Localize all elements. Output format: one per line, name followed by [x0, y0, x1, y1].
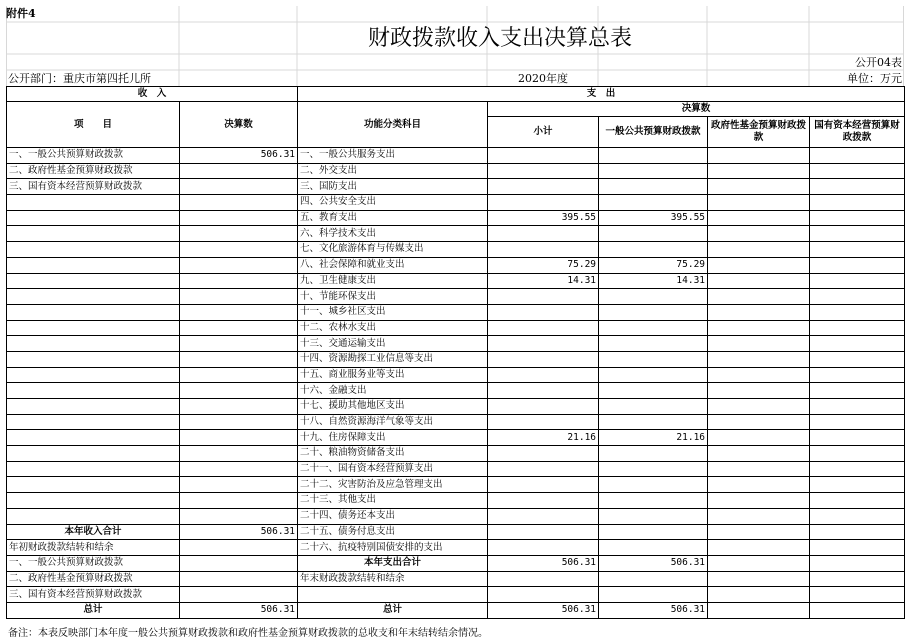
income-amount-cell: [180, 242, 298, 258]
gov-fund-cell: [708, 195, 810, 211]
income-header: 收 入: [7, 87, 298, 102]
table-row: [7, 179, 905, 195]
income-item-cell: [7, 210, 180, 226]
state-capital-cell: [810, 383, 905, 399]
state-capital-cell: [810, 493, 905, 509]
state-capital-cell: [810, 273, 905, 289]
state-capital-header: 国有资本经营预算财政拨款: [810, 117, 905, 148]
table-row: [7, 320, 905, 336]
expense-subject-cell: 一、一般公共服务支出: [298, 148, 488, 164]
gov-fund-header: 政府性基金预算财政拨款: [708, 117, 810, 148]
expense-subject-cell: 二十三、其他支出: [298, 493, 488, 509]
income-item-cell: 年初财政拨款结转和结余: [7, 540, 180, 556]
income-amount-cell: [180, 383, 298, 399]
income-amount-cell: [180, 446, 298, 462]
table-row: [7, 587, 905, 603]
gov-fund-cell: [708, 399, 810, 415]
table-row: [7, 273, 905, 289]
gov-fund-cell: [708, 461, 810, 477]
subtotal-cell: [488, 367, 599, 383]
table-row: [7, 524, 905, 540]
state-capital-cell: [810, 289, 905, 305]
income-item-cell: [7, 399, 180, 415]
gov-fund-cell: [708, 179, 810, 195]
subtotal-cell: [488, 242, 599, 258]
subtotal-cell: [488, 304, 599, 320]
gov-fund-cell: [708, 304, 810, 320]
gov-fund-cell: [708, 524, 810, 540]
general-budget-cell: [599, 524, 708, 540]
income-item-cell: [7, 242, 180, 258]
gov-fund-cell: [708, 336, 810, 352]
income-amount-cell: [180, 304, 298, 320]
subtotal-cell: [488, 477, 599, 493]
general-budget-cell: [599, 477, 708, 493]
subtotal-cell: 506.31: [488, 555, 599, 571]
expense-subject-cell: 十四、资源勘探工业信息等支出: [298, 351, 488, 367]
table-row: [7, 163, 905, 179]
general-budget-cell: [599, 493, 708, 509]
income-amount-cell: 506.31: [180, 524, 298, 540]
expense-subject-cell: 十六、金融支出: [298, 383, 488, 399]
state-capital-cell: [810, 430, 905, 446]
state-capital-cell: [810, 367, 905, 383]
income-item-cell: [7, 226, 180, 242]
income-amount-cell: [180, 226, 298, 242]
general-budget-cell: [599, 383, 708, 399]
state-capital-cell: [810, 163, 905, 179]
general-budget-cell: 506.31: [599, 602, 708, 618]
gov-fund-cell: [708, 273, 810, 289]
table-row: [7, 336, 905, 352]
general-budget-cell: [599, 195, 708, 211]
expense-header: 支 出: [298, 87, 905, 102]
expense-subject-cell: 十一、城乡社区支出: [298, 304, 488, 320]
attachment-label: 附件4: [6, 7, 36, 20]
expense-subject-cell: 本年支出合计: [298, 555, 488, 571]
general-budget-cell: [599, 179, 708, 195]
expense-subject-cell: 十八、自然资源海洋气象等支出: [298, 414, 488, 430]
general-budget-cell: [599, 320, 708, 336]
income-item-cell: 三、国有资本经营预算财政拨款: [7, 179, 180, 195]
expense-subject-cell: 二十、粮油物资储备支出: [298, 446, 488, 462]
state-capital-cell: [810, 571, 905, 587]
state-capital-cell: [810, 524, 905, 540]
table-row: [7, 195, 905, 211]
state-capital-cell: [810, 242, 905, 258]
unit-label: 单位：万元: [847, 72, 902, 85]
income-item-cell: 二、政府性基金预算财政拨款: [7, 163, 180, 179]
general-budget-cell: 21.16: [599, 430, 708, 446]
state-capital-cell: [810, 461, 905, 477]
table-row: [7, 210, 905, 226]
gov-fund-cell: [708, 430, 810, 446]
subtotal-cell: [488, 195, 599, 211]
expense-subject-cell: 十七、援助其他地区支出: [298, 399, 488, 415]
table-row: [7, 461, 905, 477]
income-item-cell: [7, 446, 180, 462]
state-capital-cell: [810, 320, 905, 336]
gov-fund-cell: [708, 602, 810, 618]
general-budget-cell: [599, 336, 708, 352]
subtotal-cell: [488, 446, 599, 462]
gov-fund-cell: [708, 367, 810, 383]
general-budget-cell: [599, 289, 708, 305]
income-amount-cell: [180, 210, 298, 226]
income-item-cell: [7, 195, 180, 211]
table-row: [7, 571, 905, 587]
general-budget-cell: [599, 163, 708, 179]
table-row: [7, 242, 905, 258]
gov-fund-cell: [708, 163, 810, 179]
income-amount-cell: [180, 163, 298, 179]
subtotal-cell: [488, 336, 599, 352]
income-amount-cell: [180, 587, 298, 603]
item-header: 项 目: [7, 102, 180, 148]
general-budget-cell: [599, 226, 708, 242]
general-budget-cell: [599, 367, 708, 383]
income-item-cell: 二、政府性基金预算财政拨款: [7, 571, 180, 587]
state-capital-cell: [810, 414, 905, 430]
subtotal-cell: [488, 226, 599, 242]
gov-fund-cell: [708, 148, 810, 164]
expense-subject-cell: 十二、农林水支出: [298, 320, 488, 336]
gov-fund-cell: [708, 540, 810, 556]
general-budget-cell: [599, 414, 708, 430]
gov-fund-cell: [708, 493, 810, 509]
expense-subject-cell: 二十六、抗疫特别国债安排的支出: [298, 540, 488, 556]
expense-subject-cell: [298, 587, 488, 603]
state-capital-cell: [810, 351, 905, 367]
subtotal-cell: [488, 320, 599, 336]
table-row: [7, 351, 905, 367]
fiscal-year: 2020年度: [518, 72, 568, 85]
income-amount-cell: [180, 273, 298, 289]
department-label: 公开部门：重庆市第四托儿所: [8, 72, 151, 85]
income-item-cell: [7, 493, 180, 509]
gov-fund-cell: [708, 446, 810, 462]
table-row: [7, 304, 905, 320]
income-amount-cell: [180, 399, 298, 415]
income-item-cell: [7, 289, 180, 305]
expense-subject-cell: 六、科学技术支出: [298, 226, 488, 242]
general-budget-cell: [599, 399, 708, 415]
income-item-cell: [7, 508, 180, 524]
expense-subject-cell: 十三、交通运输支出: [298, 336, 488, 352]
expense-subject-cell: 十、节能环保支出: [298, 289, 488, 305]
page-title: 财政拨款收入支出决算总表: [367, 26, 632, 51]
expense-subject-cell: 总计: [298, 602, 488, 618]
expense-subject-cell: 五、教育支出: [298, 210, 488, 226]
expense-subject-cell: 二十五、债务付息支出: [298, 524, 488, 540]
subtotal-cell: [488, 508, 599, 524]
state-capital-cell: [810, 336, 905, 352]
income-amount-cell: [180, 351, 298, 367]
income-amount-cell: 506.31: [180, 148, 298, 164]
general-budget-cell: [599, 540, 708, 556]
income-amount-cell: [180, 195, 298, 211]
income-amount-cell: [180, 461, 298, 477]
income-item-cell: [7, 461, 180, 477]
state-capital-cell: [810, 304, 905, 320]
general-budget-cell: [599, 304, 708, 320]
table-row: [7, 493, 905, 509]
state-capital-cell: [810, 555, 905, 571]
gov-fund-cell: [708, 508, 810, 524]
income-item-cell: [7, 336, 180, 352]
gov-fund-cell: [708, 289, 810, 305]
general-budget-cell: 506.31: [599, 555, 708, 571]
table-row: [7, 383, 905, 399]
state-capital-cell: [810, 399, 905, 415]
expense-subject-cell: 十五、商业服务业等支出: [298, 367, 488, 383]
income-item-cell: [7, 383, 180, 399]
table-row: [7, 399, 905, 415]
state-capital-cell: [810, 602, 905, 618]
subtotal-cell: [488, 351, 599, 367]
expense-subject-cell: 十九、住房保障支出: [298, 430, 488, 446]
gov-fund-cell: [708, 320, 810, 336]
subtotal-cell: [488, 163, 599, 179]
table-row: [7, 289, 905, 305]
table-row: [7, 555, 905, 571]
income-item-cell: [7, 367, 180, 383]
general-budget-cell: [599, 587, 708, 603]
form-code: 公开04表: [855, 56, 902, 69]
income-amount-cell: [180, 367, 298, 383]
state-capital-cell: [810, 587, 905, 603]
final-amount-group-header: 决算数: [488, 102, 905, 117]
income-item-cell: 三、国有资本经营预算财政拨款: [7, 587, 180, 603]
income-item-cell: [7, 320, 180, 336]
table-row: [7, 414, 905, 430]
table-row: [7, 257, 905, 273]
table-row: [7, 540, 905, 556]
table-row: [7, 602, 905, 618]
gov-fund-cell: [708, 383, 810, 399]
general-budget-cell: [599, 508, 708, 524]
general-budget-cell: 75.29: [599, 257, 708, 273]
income-amount-cell: [180, 414, 298, 430]
income-item-cell: [7, 273, 180, 289]
table-row: [7, 226, 905, 242]
state-capital-cell: [810, 148, 905, 164]
state-capital-cell: [810, 477, 905, 493]
gov-fund-cell: [708, 555, 810, 571]
general-budget-cell: [599, 242, 708, 258]
income-amount-cell: [180, 493, 298, 509]
general-budget-cell: 395.55: [599, 210, 708, 226]
general-budget-cell: 14.31: [599, 273, 708, 289]
income-item-cell: [7, 430, 180, 446]
final-amount-header: 决算数: [180, 102, 298, 148]
state-capital-cell: [810, 540, 905, 556]
state-capital-cell: [810, 179, 905, 195]
expense-subject-cell: 三、国防支出: [298, 179, 488, 195]
table-row: [7, 508, 905, 524]
expense-subject-cell: 二十一、国有资本经营预算支出: [298, 461, 488, 477]
gov-fund-cell: [708, 257, 810, 273]
general-budget-cell: [599, 461, 708, 477]
subtotal-cell: [488, 493, 599, 509]
table-row: [7, 148, 905, 164]
subtotal-cell: 395.55: [488, 210, 599, 226]
subtotal-cell: [488, 540, 599, 556]
state-capital-cell: [810, 508, 905, 524]
gov-fund-cell: [708, 351, 810, 367]
subtotal-cell: [488, 524, 599, 540]
general-budget-cell: [599, 351, 708, 367]
income-amount-cell: [180, 289, 298, 305]
subtotal-cell: [488, 571, 599, 587]
subtotal-cell: [488, 148, 599, 164]
state-capital-cell: [810, 195, 905, 211]
expense-subject-cell: 二十二、灾害防治及应急管理支出: [298, 477, 488, 493]
expense-subject-cell: 二十四、债务还本支出: [298, 508, 488, 524]
income-item-cell: [7, 477, 180, 493]
subtotal-cell: 75.29: [488, 257, 599, 273]
gov-fund-cell: [708, 414, 810, 430]
budget-table: [6, 86, 905, 619]
income-item-cell: [7, 304, 180, 320]
income-item-cell: 一、一般公共预算财政拨款: [7, 555, 180, 571]
subtotal-cell: [488, 289, 599, 305]
income-item-cell: 一、一般公共预算财政拨款: [7, 148, 180, 164]
function-subject-header: 功能分类科目: [298, 102, 488, 148]
subtotal-cell: [488, 399, 599, 415]
state-capital-cell: [810, 446, 905, 462]
income-item-cell: 总计: [7, 602, 180, 618]
income-item-cell: 本年收入合计: [7, 524, 180, 540]
income-amount-cell: [180, 555, 298, 571]
income-amount-cell: 506.31: [180, 602, 298, 618]
income-amount-cell: [180, 430, 298, 446]
table-row: [7, 446, 905, 462]
income-amount-cell: [180, 540, 298, 556]
table-row: [7, 367, 905, 383]
income-amount-cell: [180, 257, 298, 273]
subtotal-cell: [488, 179, 599, 195]
expense-subject-cell: 九、卫生健康支出: [298, 273, 488, 289]
subtotal-cell: [488, 461, 599, 477]
expense-subject-cell: 年末财政拨款结转和结余: [298, 571, 488, 587]
state-capital-cell: [810, 257, 905, 273]
gov-fund-cell: [708, 587, 810, 603]
income-amount-cell: [180, 179, 298, 195]
subtotal-cell: [488, 414, 599, 430]
subtotal-cell: [488, 587, 599, 603]
subtotal-cell: 21.16: [488, 430, 599, 446]
gov-fund-cell: [708, 226, 810, 242]
state-capital-cell: [810, 226, 905, 242]
general-budget-cell: [599, 446, 708, 462]
general-budget-cell: [599, 148, 708, 164]
footnote: 备注：本表反映部门本年度一般公共预算财政拨款和政府性基金预算财政拨款的总收支和年末结转结余情况。: [8, 628, 488, 639]
general-budget-cell: [599, 571, 708, 587]
subtotal-cell: 14.31: [488, 273, 599, 289]
income-item-cell: [7, 414, 180, 430]
subtotal-cell: [488, 383, 599, 399]
expense-subject-cell: 七、文化旅游体育与传媒支出: [298, 242, 488, 258]
gov-fund-cell: [708, 477, 810, 493]
income-amount-cell: [180, 508, 298, 524]
income-item-cell: [7, 257, 180, 273]
gov-fund-cell: [708, 571, 810, 587]
state-capital-cell: [810, 210, 905, 226]
income-amount-cell: [180, 477, 298, 493]
general-budget-header: 一般公共预算财政拨款: [599, 117, 708, 148]
gov-fund-cell: [708, 242, 810, 258]
gov-fund-cell: [708, 210, 810, 226]
income-item-cell: [7, 351, 180, 367]
income-amount-cell: [180, 336, 298, 352]
expense-subject-cell: 四、公共安全支出: [298, 195, 488, 211]
table-row: [7, 430, 905, 446]
subtotal-cell: 506.31: [488, 602, 599, 618]
subtotal-header: 小计: [488, 117, 599, 148]
table-row: [7, 477, 905, 493]
income-amount-cell: [180, 320, 298, 336]
income-amount-cell: [180, 571, 298, 587]
expense-subject-cell: 八、社会保障和就业支出: [298, 257, 488, 273]
expense-subject-cell: 二、外交支出: [298, 163, 488, 179]
